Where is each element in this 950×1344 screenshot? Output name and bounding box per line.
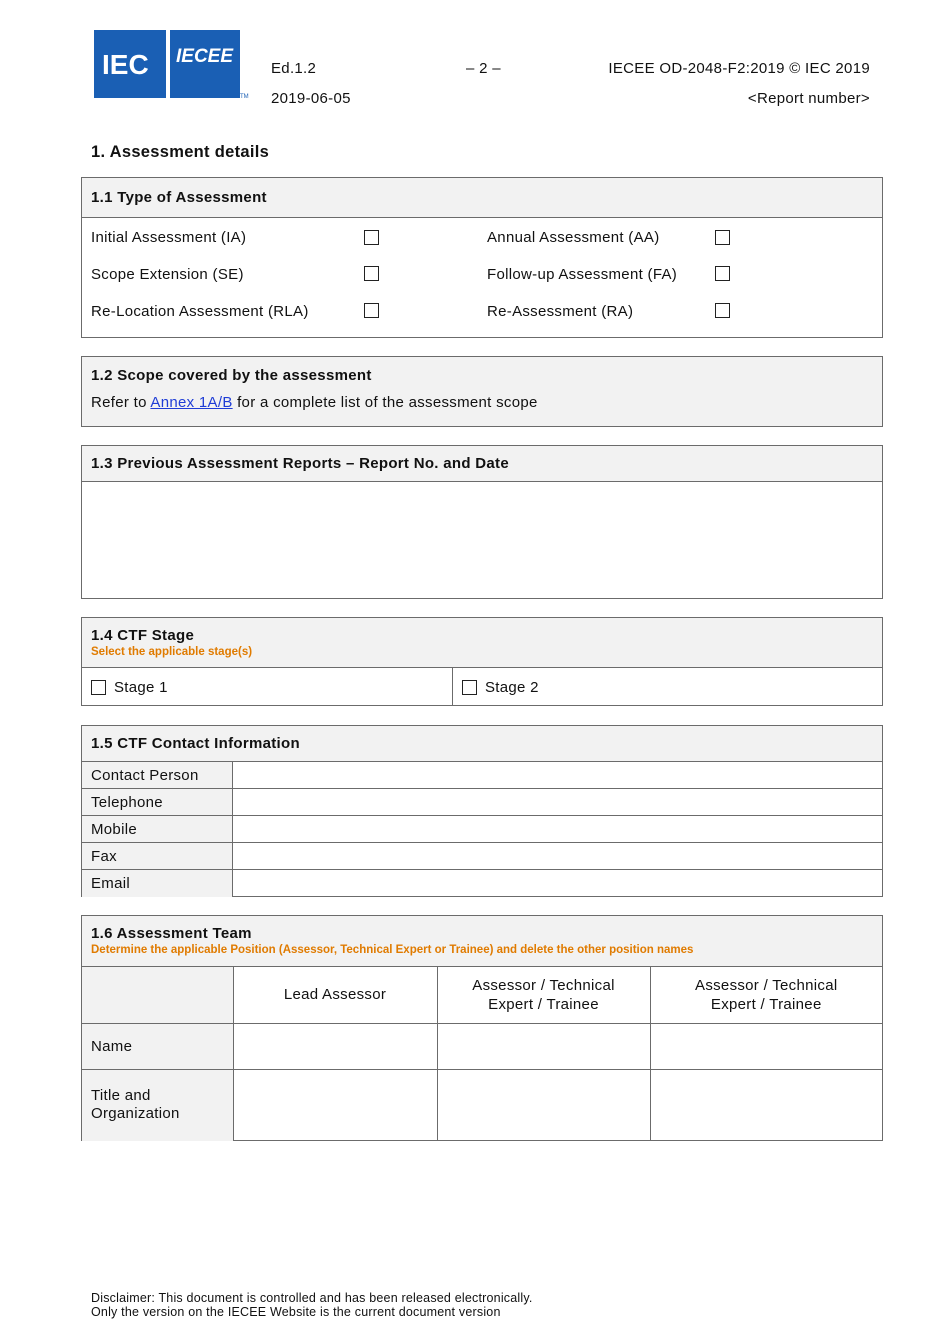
checkbox-follow-up-assessment[interactable]: [715, 266, 730, 281]
option-label-follow-up: Follow-up Assessment (FA): [487, 266, 678, 283]
type-of-assessment-panel: [81, 177, 883, 338]
row-label-name: Name: [82, 1023, 233, 1069]
disclaimer: [91, 1291, 533, 1319]
ctf-stage-header: [82, 618, 882, 668]
document-date: 2019-06-05: [271, 90, 351, 107]
contact-person-field[interactable]: [233, 762, 882, 788]
checkbox-annual-assessment[interactable]: [715, 230, 730, 245]
lead-assessor-name-cell[interactable]: [233, 1023, 437, 1069]
scope-title: 1.2 Scope covered by the assessment: [91, 367, 372, 384]
page-number: – 2 –: [466, 60, 501, 77]
mobile-label: Mobile: [82, 816, 233, 842]
logo-reg-mark: ®: [160, 91, 166, 98]
ctf-stage-title: 1.4 CTF Stage: [91, 627, 195, 644]
assessment-team-header: [82, 916, 882, 967]
checkbox-stage-2[interactable]: [462, 680, 477, 695]
mobile-field[interactable]: [233, 816, 882, 842]
document-id: IECEE OD-2048-F2:2019 © IEC 2019: [608, 60, 870, 77]
ctf-stage-panel: [81, 617, 883, 706]
stage-1-cell: [82, 668, 453, 706]
assessment-team-table: [82, 967, 882, 1141]
logo-tm-mark: TM: [240, 94, 249, 100]
annex-link[interactable]: Annex 1A/B: [150, 394, 233, 411]
edition: Ed.1.2: [271, 60, 317, 77]
telephone-label: Telephone: [82, 789, 233, 815]
contact-info-title: 1.5 CTF Contact Information: [82, 726, 882, 762]
checkbox-re-assessment[interactable]: [715, 303, 730, 318]
contact-person-label: Contact Person: [82, 762, 233, 788]
assessor-3-title-cell[interactable]: [650, 1069, 882, 1141]
disclaimer-line-1: Disclaimer: This document is controlled and has been released electronically.: [91, 1291, 533, 1305]
report-number: <Report number>: [747, 90, 870, 107]
telephone-field[interactable]: [233, 789, 882, 815]
option-label-initial: Initial Assessment (IA): [91, 229, 247, 246]
column-lead-assessor: Lead Assessor: [233, 967, 437, 1023]
section-title: 1. Assessment details: [91, 143, 270, 161]
assessment-team-panel: [81, 915, 883, 1141]
checkbox-re-location-assessment[interactable]: [364, 303, 379, 318]
fax-field[interactable]: [233, 843, 882, 869]
option-label-re-assessment: Re-Assessment (RA): [487, 303, 634, 320]
scope-text-before: Refer to: [91, 394, 147, 411]
table-row: [82, 789, 882, 816]
logo-iecee-text: IECEE: [176, 46, 234, 67]
assessor-2-name-cell[interactable]: [437, 1023, 650, 1069]
assessment-team-subtitle: Determine the applicable Position (Assessor, Technical Expert or Trainee) and delete the other position names: [91, 944, 694, 956]
previous-reports-panel: [81, 445, 883, 599]
stage-1-label: Stage 1: [114, 678, 168, 696]
table-row: [82, 843, 882, 870]
checkbox-stage-1[interactable]: [91, 680, 106, 695]
column-assessor-3: Assessor / Technical Expert / Trainee: [650, 967, 882, 1023]
assessor-2-title-cell[interactable]: [437, 1069, 650, 1141]
stage-2-cell: [453, 668, 882, 706]
checkbox-initial-assessment[interactable]: [364, 230, 379, 245]
ctf-stage-subtitle: Select the applicable stage(s): [91, 646, 253, 658]
email-label: Email: [82, 870, 233, 897]
option-label-re-location: Re-Location Assessment (RLA): [91, 303, 309, 320]
assessor-3-name-cell[interactable]: [650, 1023, 882, 1069]
previous-reports-title: 1.3 Previous Assessment Reports – Report No. and Date: [82, 446, 882, 482]
table-row: [82, 1069, 882, 1141]
option-label-scope-extension: Scope Extension (SE): [91, 266, 244, 283]
column-assessor-2: Assessor / Technical Expert / Trainee: [437, 967, 650, 1023]
stage-2-label: Stage 2: [485, 678, 539, 696]
table-header-row: [82, 967, 882, 1023]
table-row: [82, 1023, 882, 1069]
assessment-team-title: 1.6 Assessment Team: [91, 925, 252, 942]
option-label-annual: Annual Assessment (AA): [487, 229, 660, 246]
scope-text-after: for a complete list of the assessment scope: [237, 394, 538, 411]
disclaimer-line-2: Only the version on the IECEE Website is the current document version: [91, 1305, 501, 1319]
scope-panel: [81, 356, 883, 427]
fax-label: Fax: [82, 843, 233, 869]
type-of-assessment-title: 1.1 Type of Assessment: [82, 178, 882, 218]
scope-description: [91, 394, 538, 411]
table-row: [82, 816, 882, 843]
table-row: [82, 762, 882, 789]
row-label-title-organization: Title and Organization: [82, 1069, 233, 1141]
table-row: [82, 870, 882, 897]
email-field[interactable]: [233, 870, 882, 897]
previous-reports-field[interactable]: [82, 482, 882, 598]
empty-header-cell: [82, 967, 233, 1023]
logo-iec-text: IEC: [102, 49, 149, 80]
iec-iecee-logo: [94, 30, 254, 102]
lead-assessor-title-cell[interactable]: [233, 1069, 437, 1141]
contact-info-panel: [81, 725, 883, 897]
checkbox-scope-extension[interactable]: [364, 266, 379, 281]
